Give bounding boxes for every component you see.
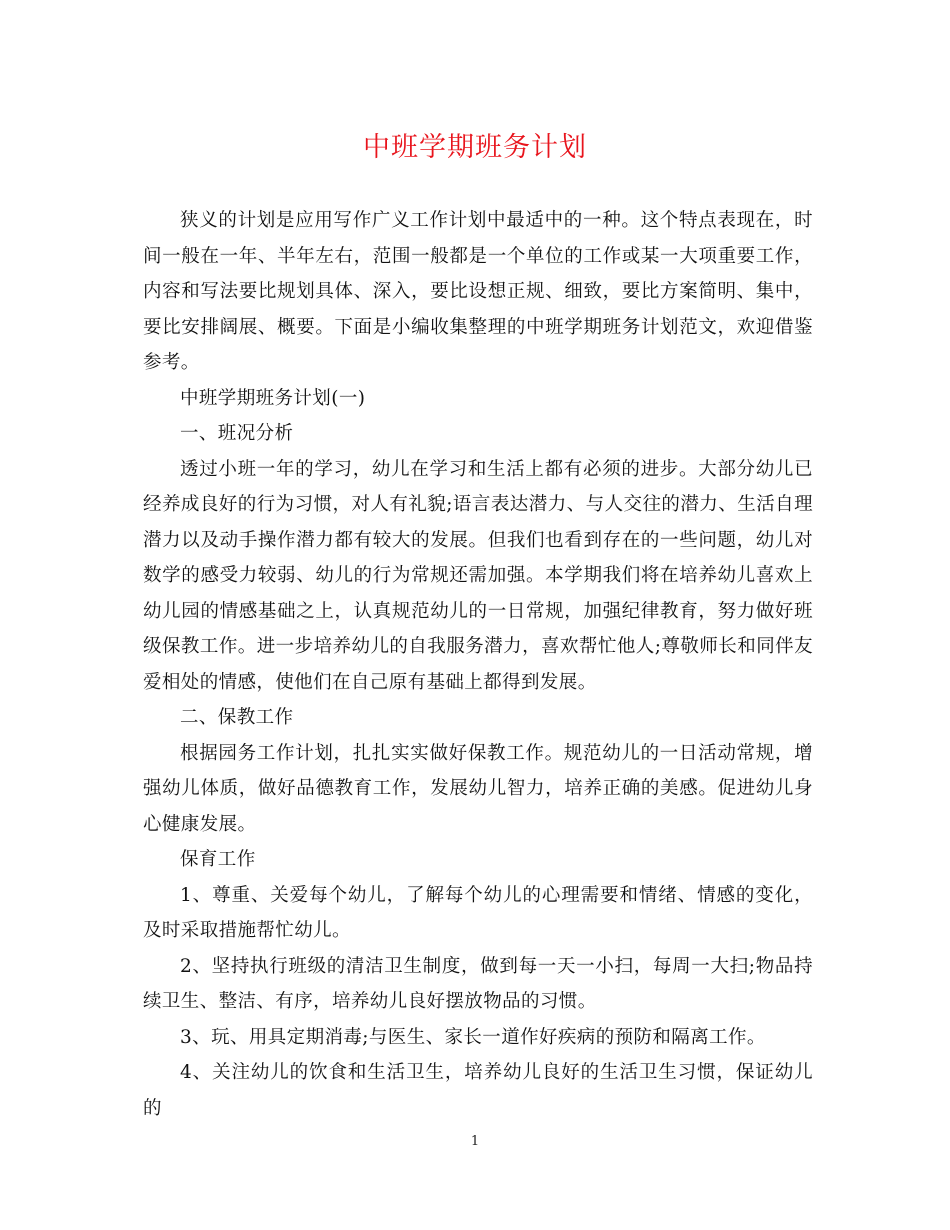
document-body bbox=[143, 203, 813, 1126]
list-item: 1、尊重、关爱每个幼儿，了解每个幼儿的心理需要和情绪、情感的变化，及时采取措施帮忙幼儿。 bbox=[143, 884, 813, 941]
page-title: 中班学期班务计划 bbox=[363, 132, 587, 163]
list-item: 3、玩、用具定期消毒;与医生、家长一道作好疾病的预防和隔离工作。 bbox=[180, 1026, 766, 1048]
list-item: 2、坚持执行班级的清洁卫生制度，做到每一天一小扫，每周一大扫;物品持续卫生、整洁、有序，培养幼儿良好摆放物品的习惯。 bbox=[143, 955, 813, 1012]
list-item: 4、关注幼儿的饮食和生活卫生，培养幼儿良好的生活卫生习惯，保证幼儿的 bbox=[143, 1062, 813, 1119]
intro-paragraph: 狭义的计划是应用写作广义工作计划中最适中的一种。这个特点表现在，时间一般在一年、半年左右，范围一般都是一个单位的工作或某一大项重要工作，内容和写法要比规划具体、深入，要比设想正规、细致，要比方案简明、集中，要比安排阔展、概要。下面是小编收集整理的中班学期班务计划范文，欢迎借鉴参考。 bbox=[143, 210, 813, 373]
section-heading: 保育工作 bbox=[180, 849, 256, 870]
body-paragraph: 透过小班一年的学习，幼儿在学习和生活上都有必须的进步。大部分幼儿已经养成良好的行为习惯，对人有礼貌;语言表达潜力、与人交往的潜力、生活自理潜力以及动手操作潜力都有较大的发展。但我们也看到存在的一些问题，幼儿对数学的感受力较弱、幼儿的行为常规还需加强。本学期我们将在培养幼儿喜欢上幼儿园的情感基础之上，认真规范幼儿的一日常规，加强纪律教育，努力做好班级保教工作。进一步培养幼儿的自我服务潜力，喜欢帮忙他人;尊敬师长和同伴友爱相处的情感，使他们在自己原有基础上都得到发展。 bbox=[143, 458, 813, 693]
section-heading: 中班学期班务计划(一) bbox=[180, 387, 366, 409]
page-number: 1 bbox=[470, 1134, 480, 1149]
section-heading: 二、保教工作 bbox=[180, 707, 294, 728]
body-paragraph: 根据园务工作计划，扎扎实实做好保教工作。规范幼儿的一日活动常规，增强幼儿体质，做好品德教育工作，发展幼儿智力，培养正确的美感。促进幼儿身心健康发展。 bbox=[143, 742, 813, 835]
section-heading: 一、班况分析 bbox=[180, 423, 294, 444]
